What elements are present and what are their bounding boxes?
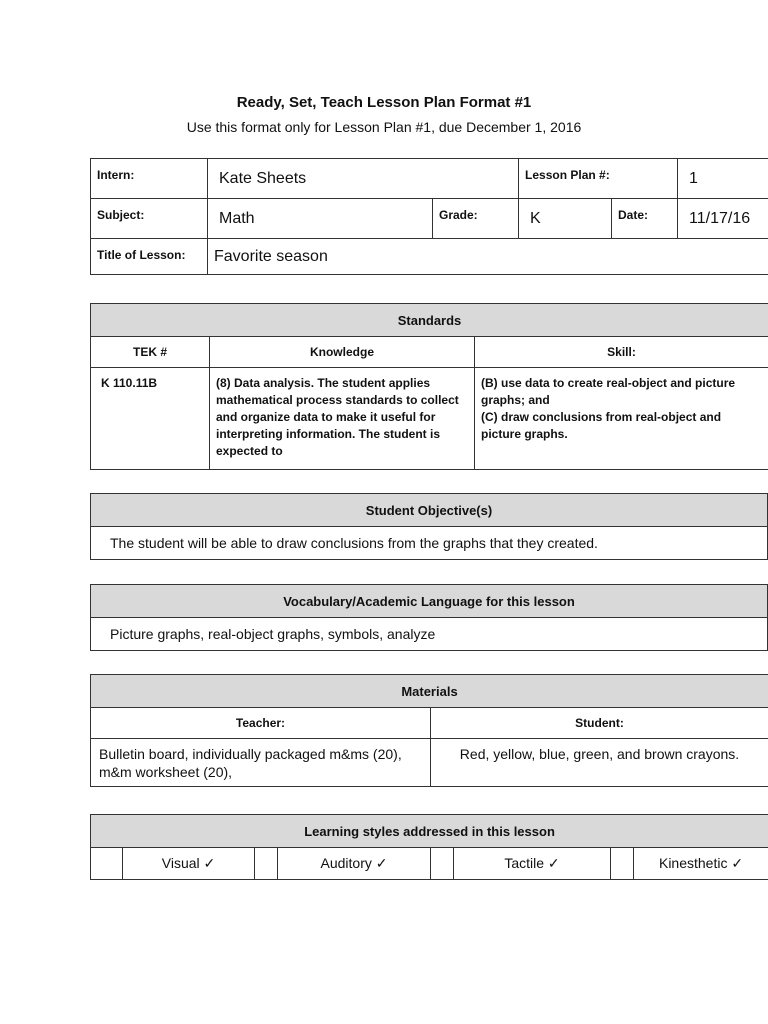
materials-table <box>90 674 768 787</box>
learning-styles-heading: Learning styles addressed in this lesson <box>91 815 768 848</box>
objectives-table <box>90 493 768 560</box>
skill-column-header: Skill: <box>475 337 768 368</box>
date-label: Date: <box>612 199 678 239</box>
vocabulary-table <box>90 584 768 651</box>
auditory-checkbox-cell <box>255 848 278 880</box>
objectives-text: The student will be able to draw conclusions from the graphs that they created. <box>91 527 768 560</box>
tek-value: K 110.11B <box>91 368 210 470</box>
standards-heading: Standards <box>91 304 768 337</box>
tactile-checkbox-cell <box>431 848 454 880</box>
intern-label: Intern: <box>91 159 208 199</box>
document-subtitle: Use this format only for Lesson Plan #1, due December 1, 2016 <box>186 119 582 135</box>
knowledge-text: (8) Data analysis. The student applies mathematical process standards to collect and organize data to make it useful for interpreting information. The student is expected to <box>210 368 475 470</box>
vocabulary-text: Picture graphs, real-object graphs, symbols, analyze <box>91 618 768 651</box>
lesson-plan-value: 1 <box>678 159 768 199</box>
tek-column-header: TEK # <box>91 337 210 368</box>
lesson-plan-label: Lesson Plan #: <box>519 159 678 199</box>
document-title: Ready, Set, Teach Lesson Plan Format #1 <box>236 94 532 111</box>
style-auditory: Auditory ✓ <box>278 848 431 880</box>
skill-text <box>475 368 768 470</box>
grade-value: K <box>519 199 612 239</box>
student-materials: Red, yellow, blue, green, and brown crayons. <box>431 739 768 787</box>
vocabulary-heading: Vocabulary/Academic Language for this lesson <box>91 585 768 618</box>
objectives-heading: Student Objective(s) <box>91 494 768 527</box>
style-kinesthetic: Kinesthetic ✓ <box>634 848 768 880</box>
lesson-title-value: Favorite season <box>208 239 768 275</box>
subject-label: Subject: <box>91 199 208 239</box>
knowledge-column-header: Knowledge <box>210 337 475 368</box>
teacher-column-header: Teacher: <box>91 708 431 739</box>
info-table <box>90 158 768 275</box>
learning-styles-table <box>90 814 768 880</box>
kinesthetic-checkbox-cell <box>611 848 634 880</box>
materials-heading: Materials <box>91 675 768 708</box>
lesson-title-label: Title of Lesson: <box>91 239 208 275</box>
skill-line-c: (C) draw conclusions from real-object and picture graphs. <box>481 410 722 441</box>
subject-value: Math <box>208 199 433 239</box>
intern-value: Kate Sheets <box>208 159 519 199</box>
skill-line-b: (B) use data to create real-object and picture graphs; and <box>481 376 736 407</box>
grade-label: Grade: <box>433 199 519 239</box>
student-column-header: Student: <box>431 708 768 739</box>
date-value: 11/17/16 <box>678 199 768 239</box>
visual-checkbox-cell <box>91 848 123 880</box>
standards-table <box>90 303 768 470</box>
teacher-materials: Bulletin board, individually packaged m&ms (20), m&m worksheet (20), <box>91 739 431 787</box>
style-visual: Visual ✓ <box>123 848 255 880</box>
style-tactile: Tactile ✓ <box>454 848 611 880</box>
